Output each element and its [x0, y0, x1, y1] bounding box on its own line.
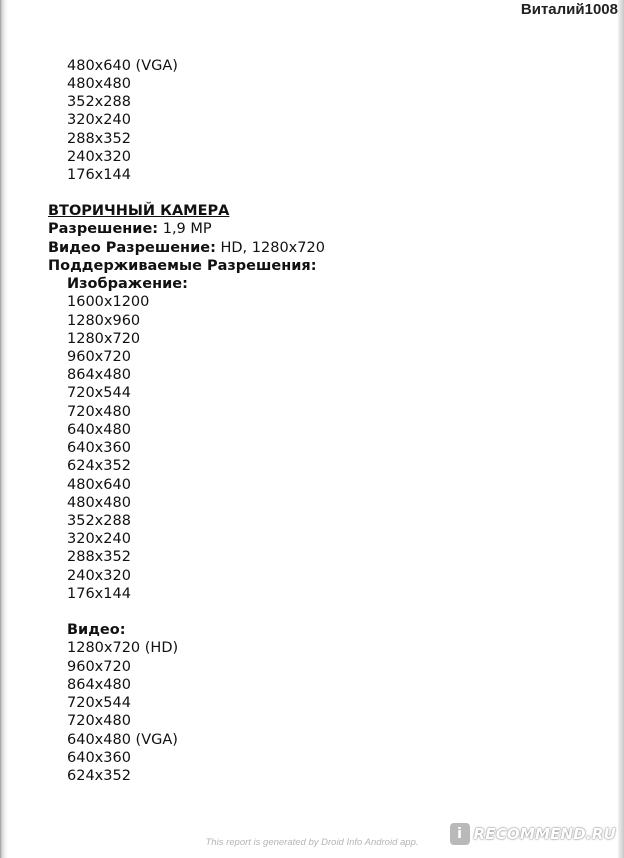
page-left-edge [0, 0, 8, 858]
video-resolutions-label: Видео: [67, 622, 126, 638]
video-resolution-item: 640x360 [67, 750, 131, 766]
image-resolution-item: 1600x1200 [67, 294, 150, 310]
image-resolutions-label: Изображение: [67, 276, 188, 292]
image-resolution-item: 720x480 [67, 404, 131, 420]
image-resolution-item: 240x320 [67, 568, 131, 584]
recommend-logo-icon: i [450, 823, 470, 845]
image-resolution-item: 864x480 [67, 367, 131, 383]
video-resolution-item: 1280x720 (HD) [67, 640, 179, 656]
primary-resolution-item: 480x480 [67, 76, 131, 92]
video-resolution-item: 864x480 [67, 677, 131, 693]
video-resolution-item: 720x544 [67, 695, 131, 711]
video-resolution-item: 624x352 [67, 768, 131, 784]
primary-resolution-item: 480x640 (VGA) [67, 58, 178, 74]
image-resolution-item: 1280x720 [67, 331, 141, 347]
report-footer-note: This report is generated by Droid Info Android app. [205, 837, 419, 848]
video-resolution-item: 960x720 [67, 659, 131, 675]
image-resolution-item: 320x240 [67, 531, 131, 547]
primary-resolution-item: 288x352 [67, 131, 131, 147]
image-resolution-item: 720x544 [67, 385, 131, 401]
recommend-watermark [450, 823, 617, 845]
primary-resolution-item: 176x144 [67, 167, 131, 183]
primary-resolution-item: 320x240 [67, 112, 131, 128]
video-resolution-label: Видео Разрешение: [48, 240, 216, 256]
image-resolution-item: 176x144 [67, 586, 131, 602]
image-resolution-item: 1280x960 [67, 313, 141, 329]
image-resolution-item: 480x640 [67, 477, 131, 493]
video-resolution-item: 720x480 [67, 713, 131, 729]
primary-resolution-item: 352x288 [67, 94, 131, 110]
page-right-edge [618, 0, 624, 858]
image-resolution-item: 480x480 [67, 495, 131, 511]
resolution-row [48, 220, 212, 238]
video-resolution-value: HD, 1280x720 [215, 240, 325, 256]
image-resolution-item: 352x288 [67, 513, 131, 529]
recommend-watermark-text: RECOMMEND.RU [473, 825, 616, 843]
image-resolution-item: 624x352 [67, 458, 131, 474]
supported-resolutions-label: Поддерживаемые Разрешения: [48, 258, 317, 274]
secondary-camera-heading: ВТОРИЧНЫЙ КАМЕРА [48, 203, 230, 219]
resolution-label: Разрешение: [48, 221, 159, 237]
username-label: Виталий1008 [520, 1, 618, 18]
image-resolution-item: 288x352 [67, 549, 131, 565]
video-resolution-row [48, 239, 325, 257]
resolution-value: 1,9 MP [158, 221, 212, 237]
image-resolution-item: 640x360 [67, 440, 131, 456]
image-resolution-item: 960x720 [67, 349, 131, 365]
primary-resolution-item: 240x320 [67, 149, 131, 165]
image-resolution-item: 640x480 [67, 422, 131, 438]
video-resolution-item: 640x480 (VGA) [67, 732, 178, 748]
